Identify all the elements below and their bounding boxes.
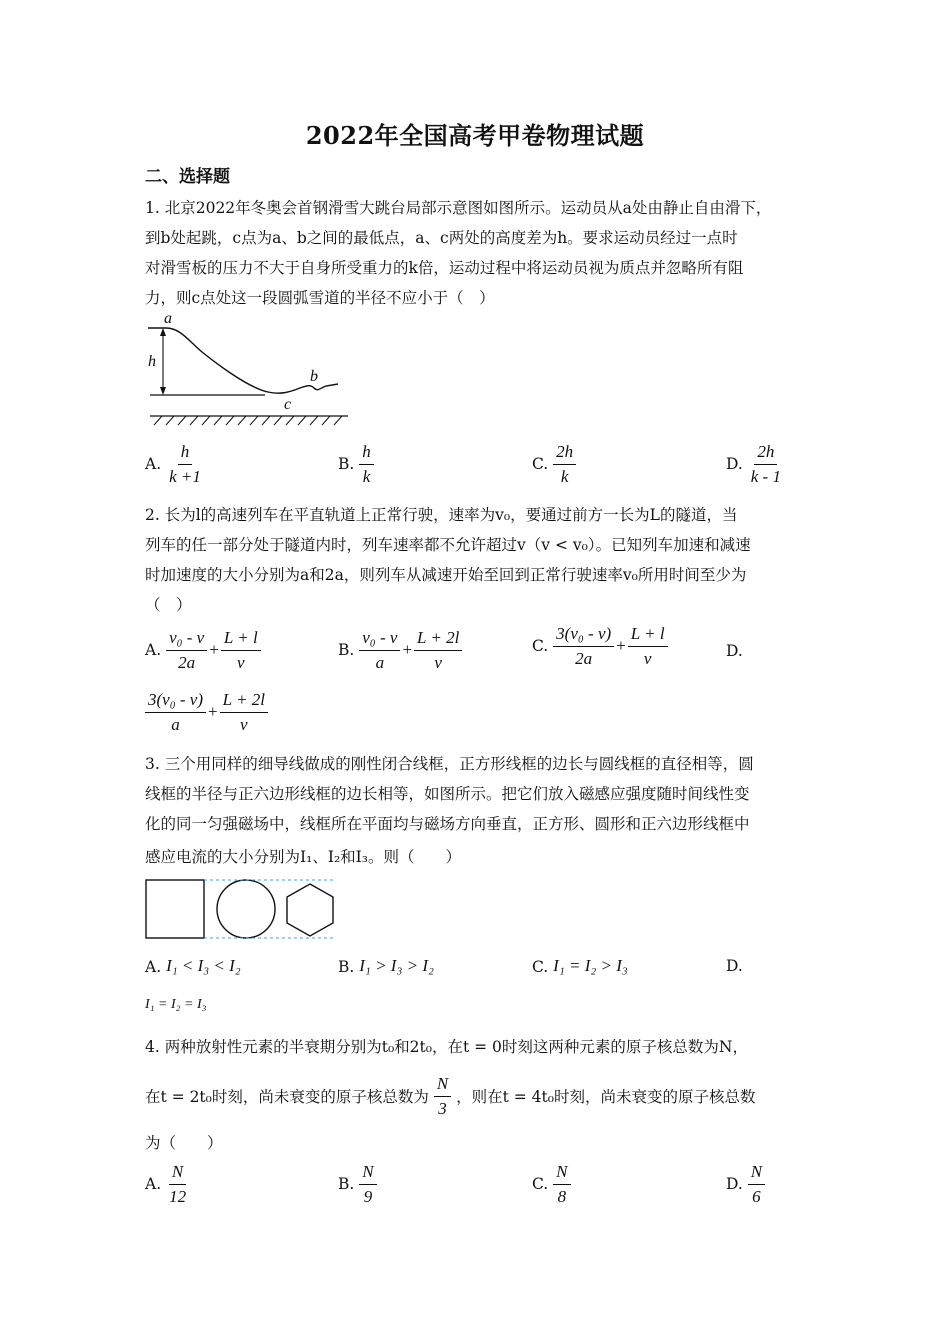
square-loop	[146, 880, 204, 938]
option-fraction: $\frac{N}{12}$	[169, 1162, 187, 1206]
option-label: C.	[532, 455, 549, 474]
q4-line2-pre: 在t = 2t₀时刻，尚未衰变的原子核总数为	[145, 1088, 429, 1107]
option-fraction: $\frac{N}{9}$	[359, 1162, 376, 1206]
q1-option-a[interactable]	[145, 442, 204, 486]
option-label: D.	[726, 1175, 743, 1194]
q3-option-b[interactable]	[338, 956, 434, 976]
option-label: C.	[532, 1175, 549, 1194]
option-fraction: $\frac{2h}{k}$	[553, 442, 576, 486]
option-label: B.	[338, 641, 355, 660]
option-fraction: $\frac{N}{6}$	[748, 1162, 765, 1206]
q1-text-line: 对滑雪板的压力不大于自身所受重力的k倍，运动过程中将运动员视为质点并忽略所有阻	[145, 259, 744, 277]
q3-option-a[interactable]	[145, 956, 241, 976]
q2-text-line: 时加速度的大小分别为a和2a，则列车从减速开始至回到正常行驶速率v₀所用时间至少为	[145, 566, 747, 584]
q4-option-d[interactable]	[726, 1162, 765, 1206]
ski-jump-figure	[140, 308, 355, 428]
q4-fraction: $\frac{N}{3}$	[434, 1074, 451, 1118]
option-fraction-2: $\frac{L + 2l}{v}$	[220, 690, 268, 734]
q4-option-c[interactable]	[532, 1162, 571, 1206]
q2-text-line: （ ）	[145, 596, 192, 614]
option-expression: I₁ > I₃ > I₂	[359, 956, 434, 975]
circle-loop	[217, 880, 275, 938]
option-fraction-1: $\frac{\text{3(v₀ - v)}}{2a}$	[553, 624, 614, 668]
loops-figure	[140, 874, 340, 944]
option-label: A.	[145, 958, 162, 976]
plus-sign: +	[616, 636, 626, 656]
option-label: B.	[338, 958, 355, 976]
option-label: A.	[145, 1175, 162, 1194]
label-a: a	[164, 310, 172, 327]
option-expression: I₁ = I₂ = I₃	[145, 997, 207, 1012]
q2-option-d-expression[interactable]	[145, 690, 268, 734]
q1-text-line: 到b处起跳，c点为a、b之间的最低点，a、c两处的高度差为h。要求运动员经过一点时	[145, 229, 738, 247]
option-fraction-2: $\frac{L + l}{v}$	[221, 628, 261, 672]
option-fraction-2: $\frac{L + l}{v}$	[628, 624, 668, 668]
option-fraction-2: $\frac{L + 2l}{v}$	[414, 628, 462, 672]
option-label: D.	[726, 957, 743, 975]
option-fraction-1: $\frac{\text{v₀ - v}}{a}$	[359, 628, 400, 672]
q3-option-d[interactable]	[726, 956, 743, 975]
q1-option-d[interactable]	[726, 442, 784, 486]
option-label: C.	[532, 637, 549, 656]
option-label: D.	[726, 455, 743, 474]
option-label: B.	[338, 455, 355, 474]
q4-option-b[interactable]	[338, 1162, 377, 1206]
label-b: b	[310, 368, 318, 385]
q2-text-line: 列车的任一部分处于隧道内时，列车速率都不允许超过v（v < v₀）。已知列车加速和减速	[145, 536, 751, 554]
section-heading: 二、选择题	[145, 167, 230, 187]
arrow-head-up	[160, 328, 166, 336]
q4-text-line-2	[145, 1074, 756, 1118]
page-title: 2022年全国高考甲卷物理试题	[305, 121, 645, 150]
hexagon-loop	[287, 884, 333, 936]
plus-sign: +	[207, 702, 218, 722]
q3-text-line: 线框的半径与正六边形线框的边长相等，如图所示。把它们放入磁感应强度随时间线性变	[145, 785, 750, 803]
q1-text-line: 1. 北京2022年冬奥会首钢滑雪大跳台局部示意图如图所示。运动员从a处由静止自由滑下，	[145, 199, 772, 217]
option-expression: I₁ < I₃ < I₂	[166, 956, 241, 975]
q3-option-c[interactable]	[532, 956, 628, 976]
option-fraction: $\frac{N}{8}$	[553, 1162, 570, 1206]
option-label: D.	[726, 642, 743, 660]
option-label: B.	[338, 1175, 355, 1194]
label-h: h	[148, 353, 156, 370]
option-fraction-1: $\frac{\text{v₀ - v}}{2a}$	[166, 628, 207, 672]
q2-option-c[interactable]	[532, 624, 668, 668]
q4-line2-post: ，则在t = 4t₀时刻，尚未衰变的原子核总数	[456, 1088, 756, 1107]
q1-text-line: 力，则c点处这一段圆弧雪道的半径不应小于（ ）	[145, 289, 495, 307]
option-label: A.	[145, 455, 162, 474]
option-fraction: $\frac{h}{k +1}$	[169, 442, 201, 486]
q3-option-d-expression[interactable]	[145, 994, 206, 1013]
q3-text-line: 感应电流的大小分别为I₁、I₂和I₃。则（ ）	[145, 848, 462, 866]
option-label: C.	[532, 958, 549, 976]
ground-hatching	[154, 416, 342, 425]
option-fraction-1: $\frac{\text{3(v₀ - v)}}{a}$	[145, 690, 206, 734]
arrow-head-down	[160, 387, 166, 395]
plus-sign: +	[209, 640, 219, 660]
q1-option-c[interactable]	[532, 442, 576, 486]
q4-text-line: 为（ ）	[145, 1134, 223, 1152]
q2-text-line: 2. 长为l的高速列车在平直轨道上正常行驶，速率为v₀，要通过前方一长为L的隧道，当	[145, 506, 738, 524]
label-c: c	[284, 396, 292, 413]
option-fraction: $\frac{2h}{k - 1}$	[750, 442, 781, 486]
q2-option-d[interactable]	[726, 641, 743, 660]
q3-text-line: 化的同一匀强磁场中，线框所在平面均与磁场方向垂直，正方形、圆形和正六边形线框中	[145, 815, 750, 833]
q1-option-b[interactable]	[338, 442, 374, 486]
q4-text-line: 4. 两种放射性元素的半衰期分别为t₀和2t₀，在t = 0时刻这两种元素的原子核总数为N，	[145, 1038, 748, 1056]
q4-option-a[interactable]	[145, 1162, 189, 1206]
plus-sign: +	[402, 640, 413, 660]
option-fraction: $\frac{h}{k}$	[359, 442, 374, 486]
q2-option-b[interactable]	[338, 628, 462, 672]
option-label: A.	[145, 641, 162, 660]
q2-option-a[interactable]	[145, 628, 261, 672]
option-expression: I₁ = I₂ > I₃	[553, 956, 628, 975]
q3-text-line: 3. 三个用同样的细导线做成的刚性闭合线框，正方形线框的边长与圆线框的直径相等，圆	[145, 755, 754, 773]
